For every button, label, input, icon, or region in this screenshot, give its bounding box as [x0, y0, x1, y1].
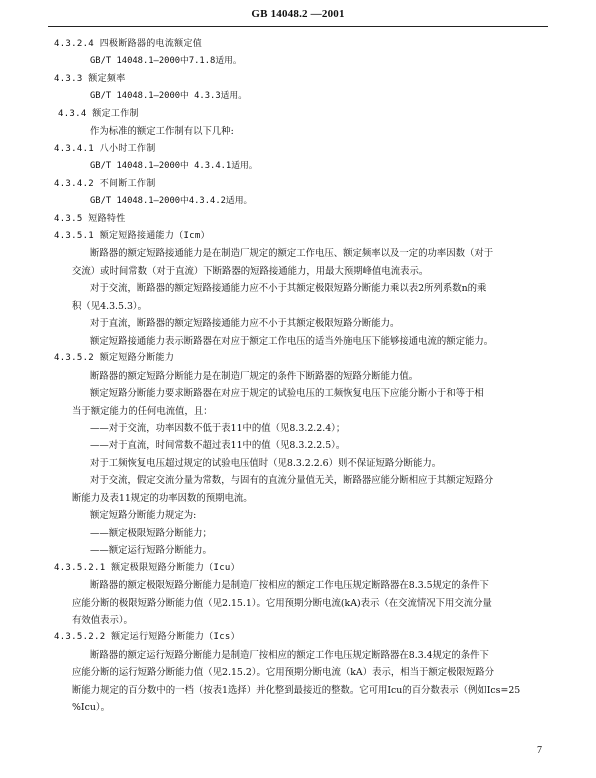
paragraph: GB/T 14048.1—2000中 4.3.4.1适用。: [90, 161, 258, 172]
paragraph: 应能分断的运行短路分断能力值（见2.15.2）。它用预期分断电流（kA）表示，相当于额定极限短路分: [72, 667, 494, 679]
header-rule: [48, 26, 548, 27]
list-item: ——对于交流，功率因数不低于表11中的值（见8.3.2.2.4）；: [90, 422, 346, 434]
page-number: 7: [537, 745, 542, 756]
list-item: ——对于直流，时间常数不超过表11中的值（见8.3.2.2.5）。: [90, 440, 346, 452]
paragraph: 对于交流，断路器的额定短路接通能力应不小于其额定极限短路分断能力乘以表2所列系数n的乘: [90, 283, 487, 295]
paragraph: 断路器的额定运行短路分断能力是制造厂按相应的额定工作电压规定断路器在8.3.4规定的条件下: [90, 649, 489, 661]
list-item: ——额定极限短路分断能力；: [90, 527, 212, 539]
paragraph: 有效值表示）。: [72, 614, 133, 626]
paragraph: 断路器的额定极限短路分断能力是制造厂按相应的额定工作电压规定断路器在8.3.5规定的条件下: [90, 580, 489, 592]
clause-4-3-5-2-heading: 4.3.5.2 额定短路分断能力: [54, 353, 175, 364]
clause-4-3-5-1-heading: 4.3.5.1 额定短路接通能力（Icm）: [54, 230, 210, 241]
clause-4-3-4-1-heading: 4.3.4.1 八小时工作制: [54, 143, 156, 154]
clause-4-3-5-2-1-heading: 4.3.5.2.1 额定极限短路分断能力（Icu）: [54, 562, 240, 573]
clause-4-3-5-heading: 4.3.5 短路特性: [54, 213, 126, 224]
paragraph: 应能分断的极限短路分断能力值（见2.15.1）。它用预期分断电流(kA)表示（在交流情况下用交流分量: [72, 597, 492, 609]
paragraph: GB/T 14048.1—2000中 4.3.3适用。: [90, 91, 247, 102]
paragraph: 断路器的额定短路分断能力是在制造厂规定的条件下断路器的短路分断能力值。: [90, 370, 419, 382]
paragraph: 积（见4.3.5.3）。: [72, 300, 147, 312]
document-header: GB 14048.2 —2001: [251, 8, 345, 20]
paragraph: 对于交流，假定交流分量为常数，与固有的直流分量值无关，断路器应能分断相应于其额定短路分: [90, 475, 494, 487]
paragraph: %Icu）。: [72, 702, 110, 714]
paragraph: GB/T 14048.1—2000中4.3.4.2适用。: [90, 196, 253, 207]
clause-4-3-3-heading: 4.3.3 额定频率: [54, 73, 126, 84]
paragraph: 对于直流，断路器的额定短路接通能力应不小于其额定极限短路分断能力。: [90, 318, 400, 330]
paragraph: 断能力及表11规定的功率因数的预期电流。: [72, 492, 253, 504]
clause-4-3-2-4-heading: 4.3.2.4 四极断路器的电流额定值: [54, 39, 203, 49]
paragraph: 作为标准的额定工作制有以下几种:: [90, 126, 234, 138]
paragraph: 额定短路分断能力规定为:: [90, 510, 197, 522]
paragraph: 额定短路分断能力要求断路器在对应于规定的试验电压的工频恢复电压下应能分断小于和等于相: [90, 388, 484, 400]
list-item: ——额定运行短路分断能力。: [90, 545, 212, 557]
paragraph: 额定短路接通能力表示断路器在对应于额定工作电压的适当外施电压下能够接通电流的额定能力。: [90, 335, 494, 347]
paragraph: 断能力规定的百分数中的一档（按表1选择）并化整到最接近的整数。它可用Icu的百分数表示（例如Ics=25: [72, 684, 521, 696]
paragraph: 断路器的额定短路接通能力是在制造厂规定的额定工作电压、额定频率以及一定的功率因数（对于: [90, 248, 494, 260]
paragraph: 对于工频恢复电压超过规定的试验电压值时（见8.3.2.2.6）则不保证短路分断能力。: [90, 457, 442, 469]
paragraph: 交流）或时间常数（对于直流）下断路器的短路接通能力，用最大预期峰值电流表示。: [72, 265, 429, 277]
clause-4-3-5-2-2-heading: 4.3.5.2.2 额定运行短路分断能力（Ics）: [54, 632, 240, 643]
clause-4-3-4-2-heading: 4.3.4.2 不间断工作制: [54, 178, 156, 189]
paragraph: GB/T 14048.1—2000中7.1.8适用。: [90, 56, 242, 67]
paragraph: 当于额定能力的任何电流值，且：: [72, 405, 213, 417]
document-body: [54, 36, 554, 717]
clause-4-3-4-heading: 4.3.4 额定工作制: [58, 108, 139, 119]
